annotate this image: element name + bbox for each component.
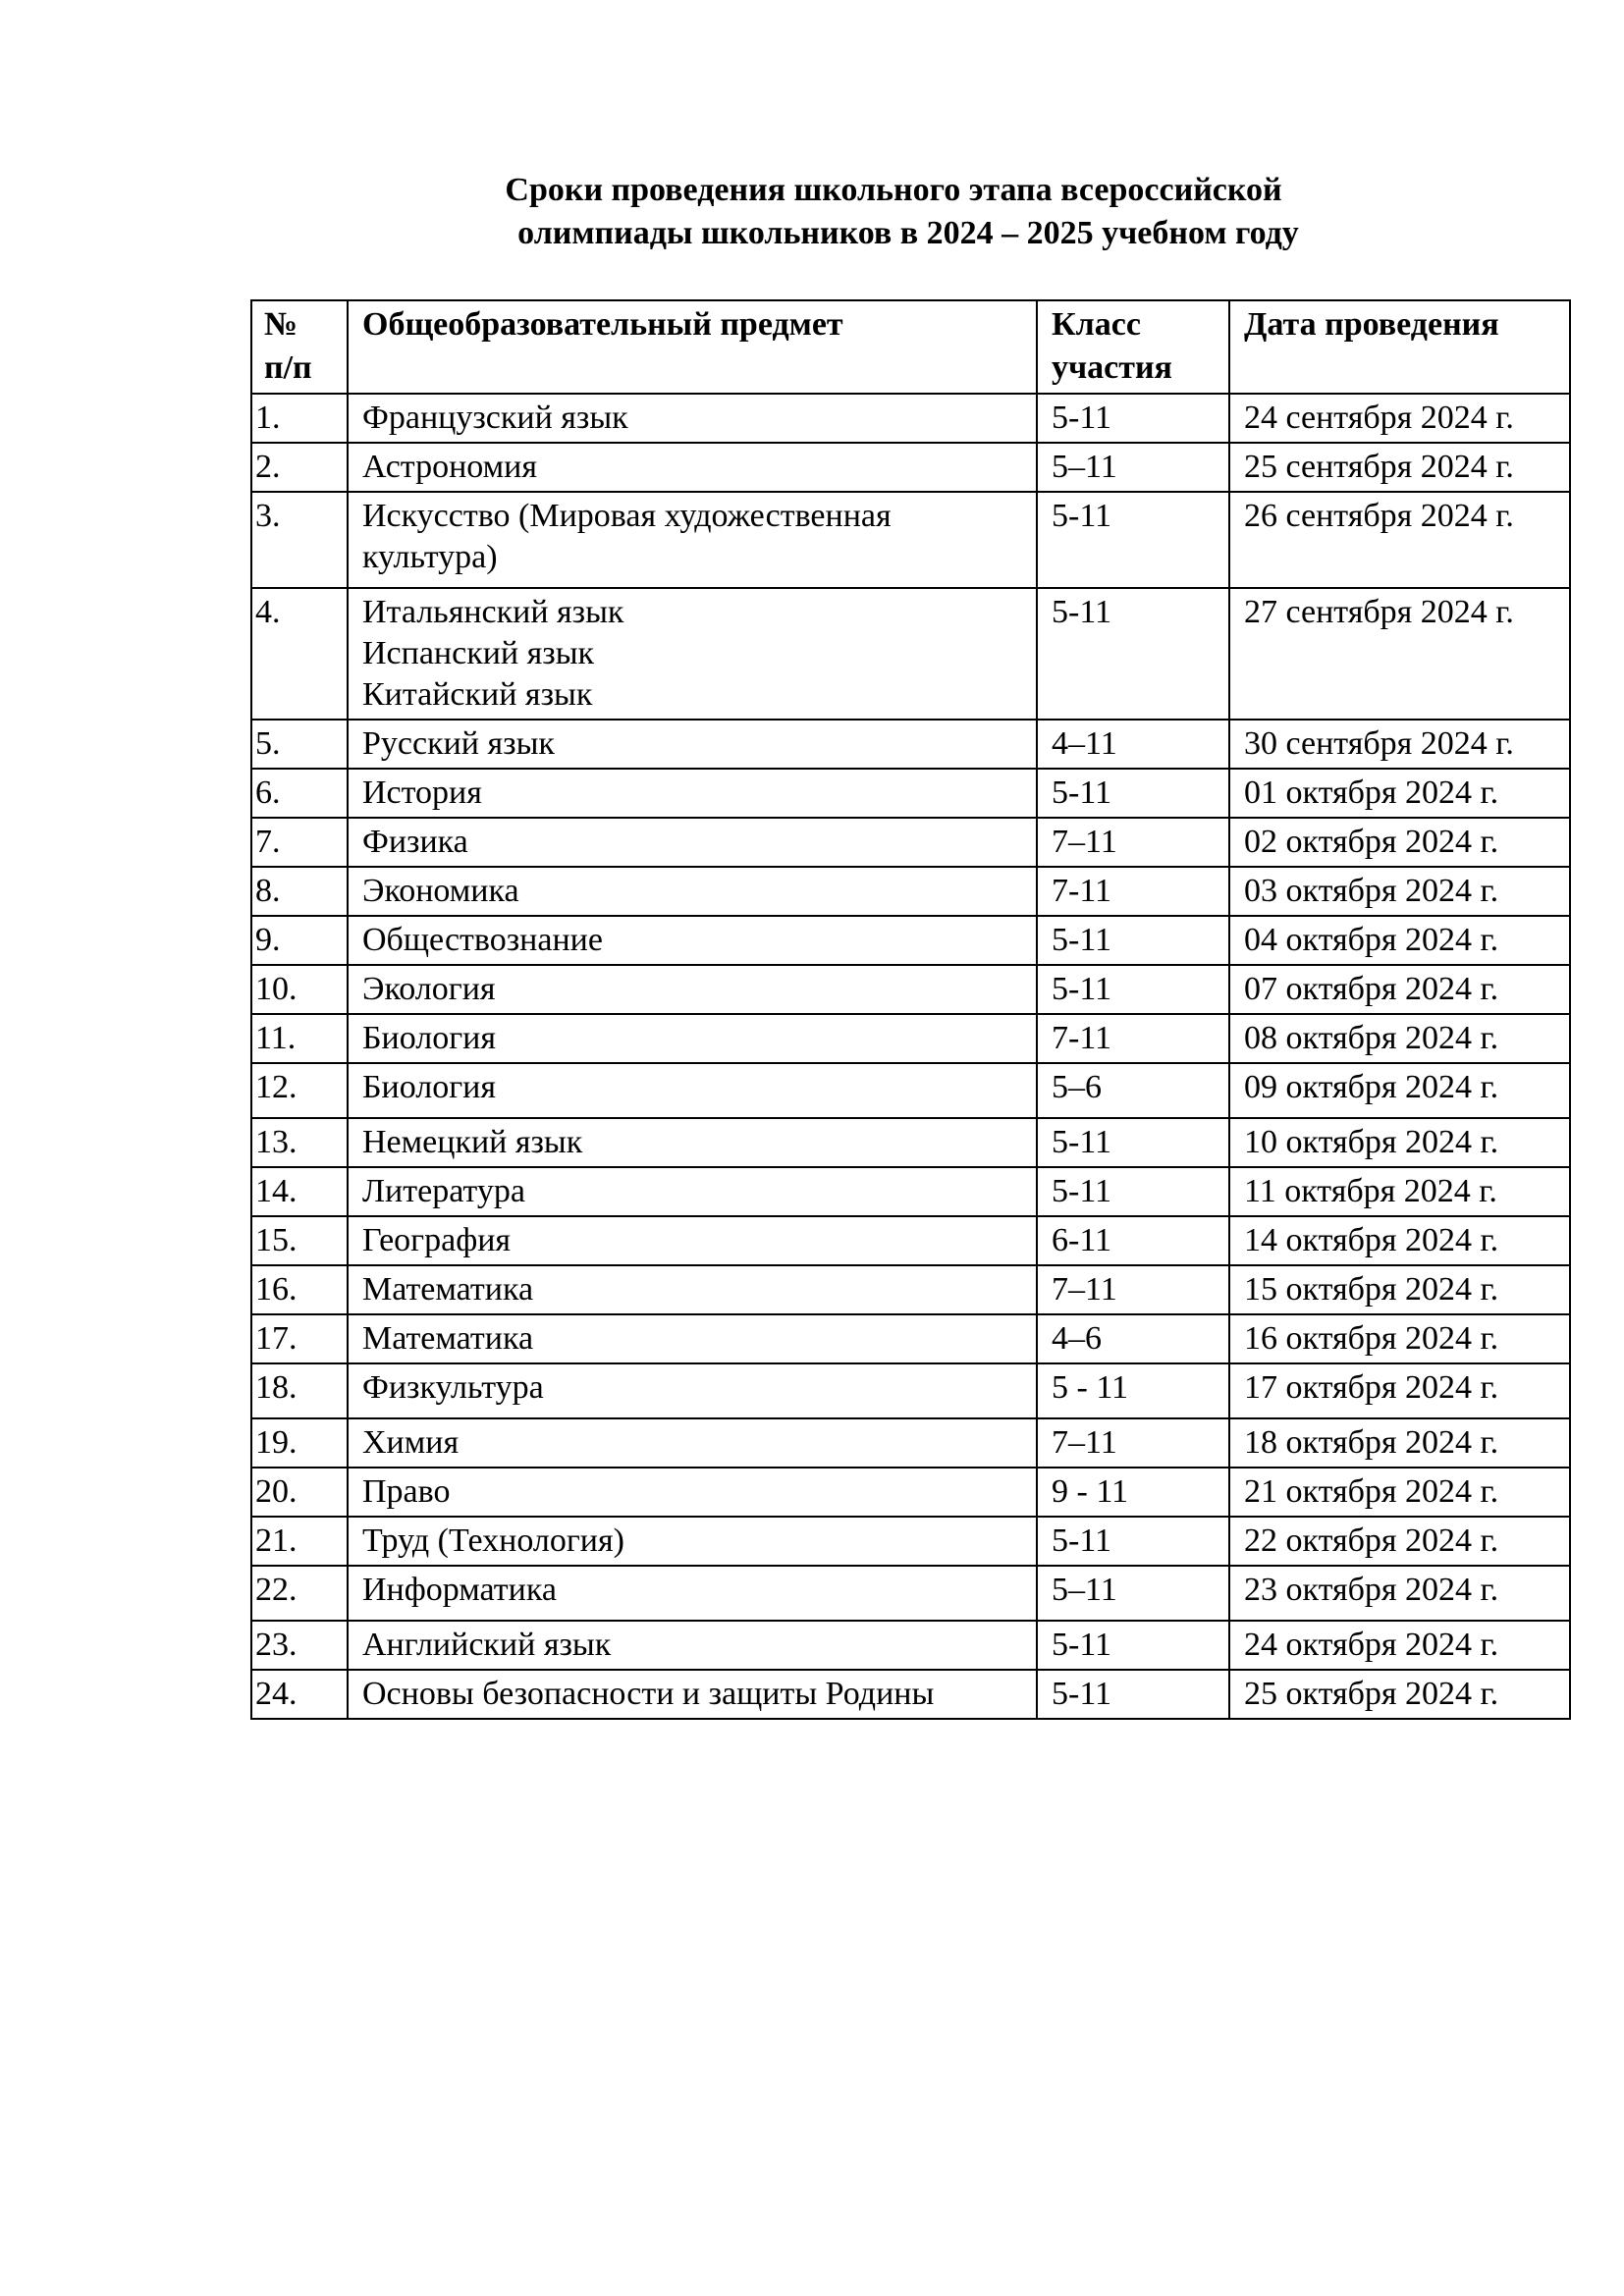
row-subject: [348, 720, 1037, 769]
row-number: 9.: [251, 916, 348, 965]
row-date: 07 октября 2024 г.: [1229, 965, 1570, 1014]
row-subject: [348, 1167, 1037, 1216]
subject-line: Русский язык: [362, 725, 555, 762]
row-number: 5.: [251, 720, 348, 769]
title-line-2: олимпиады школьников в 2024 – 2025 учебном году: [517, 215, 1299, 251]
table-row: [251, 1517, 1570, 1566]
subject-line: Информатика: [362, 1572, 557, 1608]
row-grade: 5-11: [1037, 1670, 1229, 1719]
row-subject: [348, 1063, 1037, 1118]
row-number: 16.: [251, 1265, 348, 1314]
row-number: 6.: [251, 769, 348, 818]
table-row: [251, 1167, 1570, 1216]
subject-line: География: [362, 1222, 512, 1258]
row-grade: 5-11: [1037, 1167, 1229, 1216]
row-date: 11 октября 2024 г.: [1229, 1167, 1570, 1216]
subject-line: Китайский язык: [362, 676, 593, 713]
subject-line: Биология: [362, 1020, 497, 1056]
subject-line: Итальянский язык: [362, 594, 624, 630]
row-grade: 9 - 11: [1037, 1468, 1229, 1517]
row-subject: [348, 588, 1037, 720]
row-date: 21 октября 2024 г.: [1229, 1468, 1570, 1517]
table-row: [251, 1063, 1570, 1118]
header-num-line: п/п: [264, 349, 312, 386]
table-row: [251, 394, 1570, 443]
row-date: 02 октября 2024 г.: [1229, 818, 1570, 867]
row-number: 15.: [251, 1216, 348, 1265]
row-grade: 7-11: [1037, 867, 1229, 916]
table-row: [251, 867, 1570, 916]
row-number: 14.: [251, 1167, 348, 1216]
row-subject: [348, 1265, 1037, 1314]
table-row: [251, 1265, 1570, 1314]
row-subject: [348, 1621, 1037, 1670]
row-subject: [348, 1314, 1037, 1363]
table-row: [251, 1314, 1570, 1363]
row-date: 26 сентября 2024 г.: [1229, 492, 1570, 588]
subject-line: Математика: [362, 1320, 534, 1357]
row-subject: [348, 1118, 1037, 1167]
row-grade: 5-11: [1037, 1118, 1229, 1167]
table-row: [251, 1363, 1570, 1418]
row-grade: 7–11: [1037, 1265, 1229, 1314]
subject-line: Французский язык: [362, 400, 628, 436]
row-grade: 5-11: [1037, 769, 1229, 818]
subject-line: Физкультура: [362, 1369, 544, 1406]
row-grade: 7–11: [1037, 1418, 1229, 1468]
row-grade: 5–6: [1037, 1063, 1229, 1118]
row-number: 13.: [251, 1118, 348, 1167]
subject-line: Химия: [362, 1424, 460, 1461]
subject-line: Математика: [362, 1271, 534, 1308]
row-grade: 5-11: [1037, 588, 1229, 720]
row-subject: [348, 443, 1037, 492]
subject-line: Литература: [362, 1173, 525, 1209]
header-num: [251, 300, 348, 394]
row-subject: [348, 965, 1037, 1014]
row-subject: [348, 1418, 1037, 1468]
subject-line: Труд (Технология): [362, 1522, 624, 1559]
row-number: 23.: [251, 1621, 348, 1670]
table-row: [251, 1670, 1570, 1719]
header-grade-line: Класс: [1052, 306, 1141, 343]
row-grade: 5-11: [1037, 1517, 1229, 1566]
table-row: [251, 1014, 1570, 1063]
row-date: 23 октября 2024 г.: [1229, 1566, 1570, 1621]
row-subject: [348, 1566, 1037, 1621]
subject-line: Немецкий язык: [362, 1124, 583, 1160]
table-row: [251, 1418, 1570, 1468]
row-number: 7.: [251, 818, 348, 867]
title-line-1: Сроки проведения школьного этапа всероссийской: [505, 172, 1282, 208]
table-row: [251, 1468, 1570, 1517]
row-date: 14 октября 2024 г.: [1229, 1216, 1570, 1265]
table-row: [251, 443, 1570, 492]
header-row: [251, 300, 1570, 394]
subject-line: Биология: [362, 1069, 497, 1105]
row-date: 10 октября 2024 г.: [1229, 1118, 1570, 1167]
row-date: 01 октября 2024 г.: [1229, 769, 1570, 818]
table-row: [251, 492, 1570, 588]
header-grade-line: участия: [1052, 349, 1172, 386]
row-date: 25 сентября 2024 г.: [1229, 443, 1570, 492]
row-date: 25 октября 2024 г.: [1229, 1670, 1570, 1719]
row-subject: [348, 394, 1037, 443]
table-row: [251, 1566, 1570, 1621]
row-grade: 4–6: [1037, 1314, 1229, 1363]
subject-line: Искусство (Мировая художественная культура): [362, 498, 892, 575]
row-number: 8.: [251, 867, 348, 916]
row-date: 30 сентября 2024 г.: [1229, 720, 1570, 769]
row-number: 22.: [251, 1566, 348, 1621]
row-grade: 5-11: [1037, 916, 1229, 965]
subject-line: Экономика: [362, 873, 519, 909]
row-subject: [348, 867, 1037, 916]
row-number: 11.: [251, 1014, 348, 1063]
row-grade: 5–11: [1037, 443, 1229, 492]
table-row: [251, 818, 1570, 867]
row-number: 2.: [251, 443, 348, 492]
row-grade: 7–11: [1037, 818, 1229, 867]
table-row: [251, 965, 1570, 1014]
header-num-line: №: [264, 306, 298, 343]
row-subject: [348, 1670, 1037, 1719]
subject-line: Физика: [362, 824, 468, 860]
subject-line: Право: [362, 1473, 451, 1510]
row-number: 1.: [251, 394, 348, 443]
row-grade: 5 - 11: [1037, 1363, 1229, 1418]
subject-line: Астрономия: [362, 449, 537, 485]
row-grade: 5–11: [1037, 1566, 1229, 1621]
row-number: 17.: [251, 1314, 348, 1363]
subject-line: История: [362, 774, 482, 811]
row-number: 10.: [251, 965, 348, 1014]
table-row: [251, 769, 1570, 818]
row-grade: 4–11: [1037, 720, 1229, 769]
header-grade: [1037, 300, 1229, 394]
document-title: [245, 169, 1571, 255]
row-number: 4.: [251, 588, 348, 720]
row-date: 04 октября 2024 г.: [1229, 916, 1570, 965]
row-subject: [348, 818, 1037, 867]
row-date: 17 октября 2024 г.: [1229, 1363, 1570, 1418]
row-date: 09 октября 2024 г.: [1229, 1063, 1570, 1118]
row-subject: [348, 916, 1037, 965]
row-number: 21.: [251, 1517, 348, 1566]
row-subject: [348, 1517, 1037, 1566]
row-subject: [348, 492, 1037, 588]
table-row: [251, 916, 1570, 965]
row-grade: 7-11: [1037, 1014, 1229, 1063]
row-number: 19.: [251, 1418, 348, 1468]
table-row: [251, 1216, 1570, 1265]
row-grade: 5-11: [1037, 1621, 1229, 1670]
subject-line: Обществознание: [362, 922, 603, 958]
subject-line: Испанский язык: [362, 635, 595, 671]
subject-line: Экология: [362, 971, 496, 1007]
row-subject: [348, 769, 1037, 818]
row-grade: 5-11: [1037, 394, 1229, 443]
row-number: 3.: [251, 492, 348, 588]
row-grade: 6-11: [1037, 1216, 1229, 1265]
table-row: [251, 1118, 1570, 1167]
row-subject: [348, 1363, 1037, 1418]
row-date: 24 октября 2024 г.: [1229, 1621, 1570, 1670]
header-date: Дата проведения: [1229, 300, 1570, 394]
row-number: 18.: [251, 1363, 348, 1418]
table-body: [251, 394, 1570, 1719]
row-number: 24.: [251, 1670, 348, 1719]
subject-line: Основы безопасности и защиты Родины: [362, 1676, 935, 1712]
row-date: 15 октября 2024 г.: [1229, 1265, 1570, 1314]
row-date: 24 сентября 2024 г.: [1229, 394, 1570, 443]
subject-line: Английский язык: [362, 1627, 612, 1663]
row-subject: [348, 1216, 1037, 1265]
row-date: 08 октября 2024 г.: [1229, 1014, 1570, 1063]
row-subject: [348, 1014, 1037, 1063]
row-date: 27 сентября 2024 г.: [1229, 588, 1570, 720]
row-date: 03 октября 2024 г.: [1229, 867, 1570, 916]
row-date: 22 октября 2024 г.: [1229, 1517, 1570, 1566]
table-row: [251, 588, 1570, 720]
row-grade: 5-11: [1037, 492, 1229, 588]
header-subject: Общеобразовательный предмет: [348, 300, 1037, 394]
row-subject: [348, 1468, 1037, 1517]
row-grade: 5-11: [1037, 965, 1229, 1014]
row-number: 20.: [251, 1468, 348, 1517]
olympiad-schedule-table: [250, 299, 1571, 1720]
table-row: [251, 720, 1570, 769]
row-date: 18 октября 2024 г.: [1229, 1418, 1570, 1468]
row-number: 12.: [251, 1063, 348, 1118]
row-date: 16 октября 2024 г.: [1229, 1314, 1570, 1363]
table-row: [251, 1621, 1570, 1670]
